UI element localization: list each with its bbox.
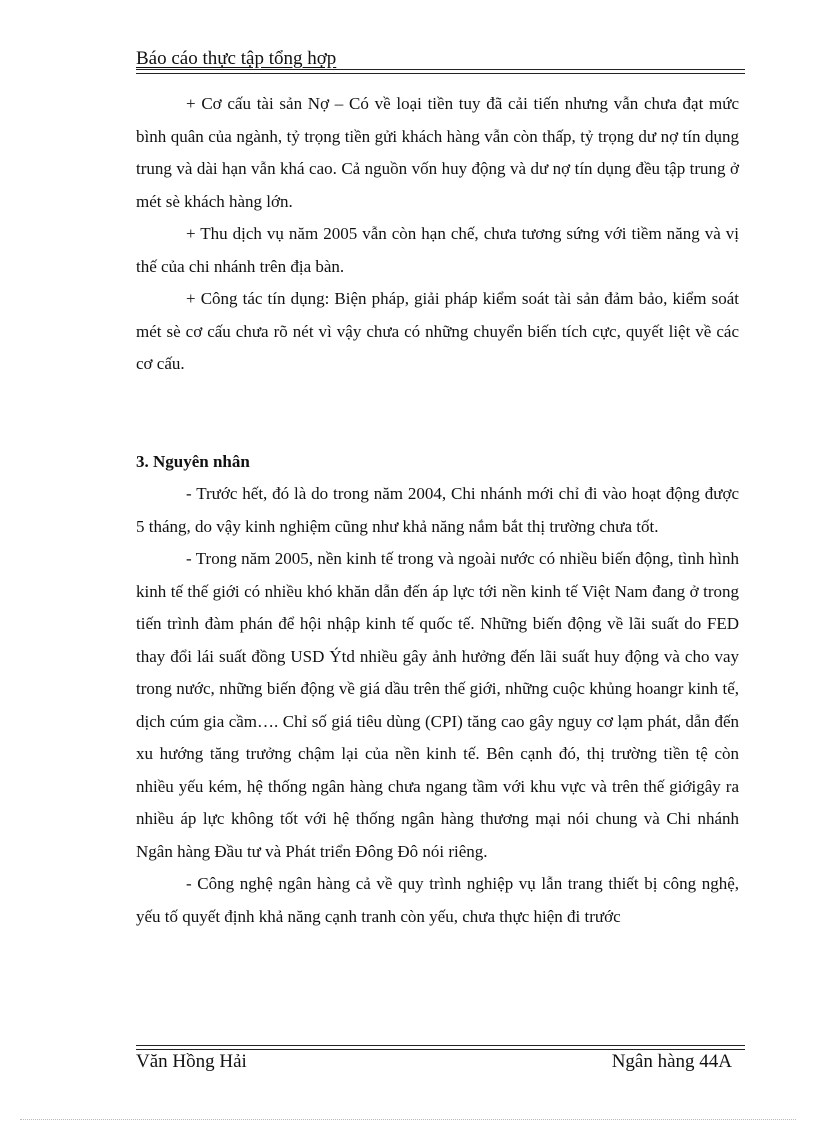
header-title: Báo cáo thực tập tổng hợp: [136, 48, 337, 69]
paragraph-service-revenue: + Thu dịch vụ năm 2005 vẫn còn hạn chế, chưa tương sứng với tiềm năng và vị thế của chi nhánh trên địa bàn.: [136, 224, 739, 276]
footer-divider: [136, 1045, 745, 1050]
section-heading: 3. Nguyên nhân: [136, 451, 250, 471]
footer-author: Văn Hồng Hải: [136, 1051, 247, 1072]
paragraph-cause-first: - Trước hết, đó là do trong năm 2004, Chi nhánh mới chỉ đi vào hoạt động được 5 tháng, do vậy kinh nghiệm cũng như khả năng nắm bắt thị trường chưa tốt.: [136, 484, 739, 536]
paragraph-cause-technology: - Công nghệ ngân hàng cả về quy trình nghiệp vụ lẫn trang thiết bị công nghệ, yếu tố quyết định khả năng cạnh tranh còn yếu, chưa thực hiện đi trước: [136, 874, 739, 926]
page-edge-line: [20, 1119, 796, 1120]
section-spacer: [136, 381, 739, 446]
header-divider: [136, 69, 745, 74]
paragraph-asset-structure: + Cơ cấu tài sản Nợ – Có về loại tiền tuy đã cải tiến nhưng vẫn chưa đạt mức bình quân của ngành, tỷ trọng tiền gửi khách hàng vẫn còn thấp, tỷ trọng dư nợ tín dụng trung và dài hạn vẫn khá cao. Cả nguồn vốn huy động và dư nợ tín dụng đều tập trung ở mét sè khách hàng lớn.: [136, 94, 739, 211]
page-body: [136, 88, 739, 933]
footer-class: Ngân hàng 44A: [611, 1051, 732, 1072]
paragraph-cause-economy: - Trong năm 2005, nền kinh tế trong và ngoài nước có nhiều biến động, tình hình kinh tế thế giới có nhiều khó khăn dẫn đến áp lực tới nền kinh tế Việt Nam đang ở trong tiến trình đàm phán để hội nhập kinh tế quốc tế. Những biến động về lãi suất do FED thay đổi lái suất đồng USD Ýtd nhiều gây ảnh hưởng đến lãi suất huy động và cho vay trong nước, những biến động về giá dầu trên thế giới, những cuộc khủng hoangr kinh tế, dịch cúm gia cầm…. Chỉ số giá tiêu dùng (CPI) tăng cao gây nguy cơ lạm phát, dẫn đến xu hướng tăng trưởng chậm lại của nền kinh tế. Bên cạnh đó, thị trường tiền tệ còn nhiều yếu kém, hệ thống ngân hàng chưa ngang tầm với khu vực và trên thế giớigây ra nhiều áp lực không tốt với hệ thống ngân hàng thương mại nói chung và Chi nhánh Ngân hàng Đầu tư và Phát triển Đông Đô nói riêng.: [136, 549, 739, 861]
paragraph-credit-work: + Công tác tín dụng: Biện pháp, giải pháp kiểm soát tài sản đảm bảo, kiểm soát mét sè cơ cấu chưa rõ nét vì vậy chưa có những chuyển biến tích cực, quyết liệt về các cơ cấu.: [136, 289, 739, 373]
